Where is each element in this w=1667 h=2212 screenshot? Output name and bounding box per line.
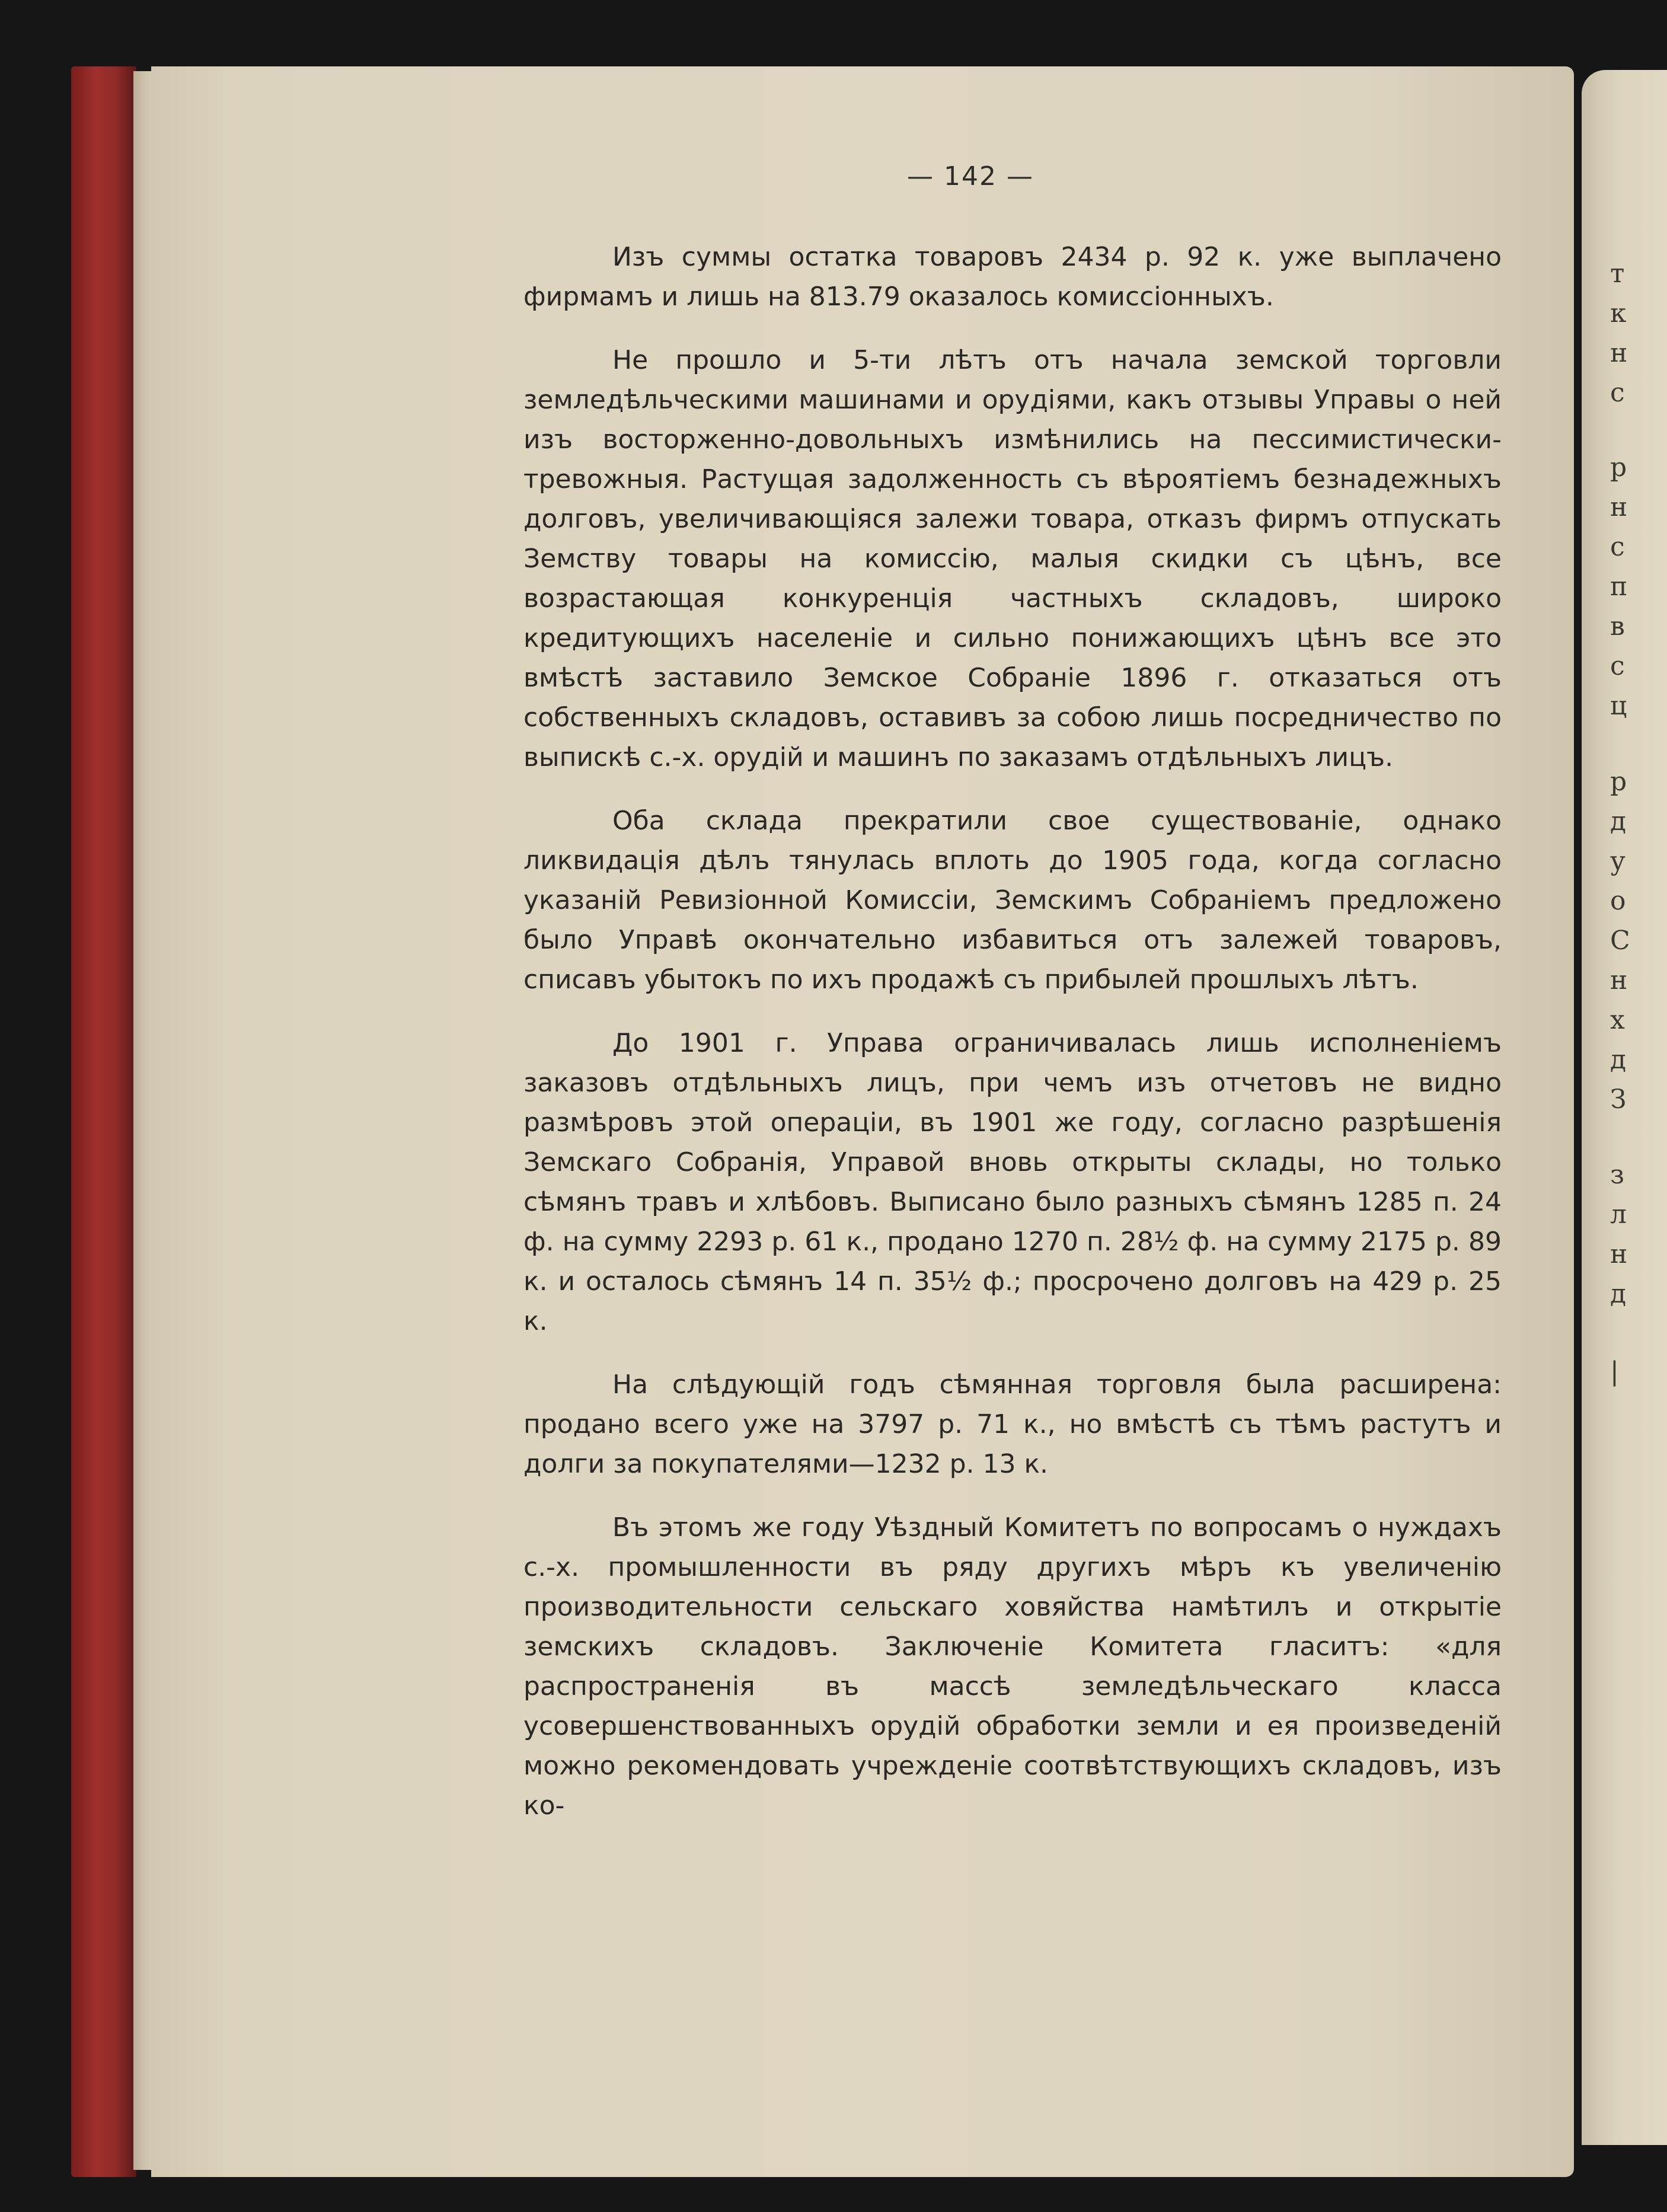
adjacent-page-fragment: д xyxy=(1610,1279,1627,1309)
adjacent-page-edge xyxy=(1582,70,1667,2145)
paragraph: Въ этомъ же году Уѣздный Комитетъ по вопросамъ о нуждахъ с.-х. промышленности въ ряду другихъ мѣръ къ увеличенію производительности сельскаго ховяйства намѣтилъ и открытіе земскихъ складовъ. Заключеніе Комитета гласитъ: «для распространенія въ массѣ земледѣльческаго класса усовершенствованныхъ орудій обработки земли и ея произведеній можно рекомендовать учрежденіе соотвѣтствующихъ складовъ, изъ ко- xyxy=(523,1512,1502,1821)
adjacent-page-fragment: н xyxy=(1610,492,1628,522)
paragraph: Не прошло и 5-ти лѣтъ отъ начала земской торговли земледѣльческими машинами и орудіями, какъ отзывы Управы о ней изъ восторженно-довольныхъ измѣнились на пессимистически-тревожныя. Растущая задолженность съ вѣроятіемъ безнадежныхъ долговъ, увеличивающіяся залежи товара, отказъ фирмъ отпускать Земству товары на комиссію, малыя скидки съ цѣнъ, все возрастающая конкуренція частныхъ складовъ, широко кредитующихъ населеніе и сильно понижающихъ цѣнъ все это вмѣстѣ заставило Земское Собраніе 1896 г. отказаться отъ собственныхъ складовъ, оставивъ за собою лишь посредничество по выпискѣ с.-х. орудій и машинъ по заказамъ отдѣльныхъ лицъ. xyxy=(523,345,1502,773)
adjacent-page-fragment: н xyxy=(1610,965,1628,995)
adjacent-page-fragment: к xyxy=(1610,298,1627,328)
adjacent-page-fragment: н xyxy=(1610,338,1628,368)
adjacent-page-fragment: о xyxy=(1610,886,1626,916)
book-cover-edge xyxy=(71,66,136,2177)
page-body xyxy=(523,237,1502,1849)
adjacent-page-fragment: з xyxy=(1610,1160,1624,1190)
adjacent-page-fragment: н xyxy=(1610,1239,1628,1269)
page-number: — 142 — xyxy=(907,161,1034,191)
paragraph: Оба склада прекратили свое существованіе, однако ликвидація дѣлъ тянулась вплоть до 1905 года, когда согласно указаній Ревизіонной Комиссіи, Земскимъ Собраніемъ предложено было Управѣ окончательно избавиться отъ залежей товаровъ, списавъ убытокъ по ихъ продажѣ съ прибылей прошлыхъ лѣтъ. xyxy=(523,806,1502,995)
adjacent-page-fragment: З xyxy=(1610,1084,1627,1115)
adjacent-page-fragment: | xyxy=(1610,1356,1619,1387)
adjacent-page-fragment: у xyxy=(1610,846,1626,876)
adjacent-page-fragment: д xyxy=(1610,806,1627,837)
adjacent-page-fragment: с xyxy=(1610,378,1625,408)
paragraph: До 1901 г. Управа ограничивалась лишь исполненіемъ заказовъ отдѣльныхъ лицъ, при чемъ изъ отчетовъ не видно размѣровъ этой операціи, въ 1901 же году, согласно разрѣшенія Земскаго Собранія, Управой вновь открыты склады, но только сѣмянъ травъ и хлѣбовъ. Выписано было разныхъ сѣмянъ 1285 п. 24 ф. на сумму 2293 р. 61 к., продано 1270 п. 28½ ф. на сумму 2175 р. 89 к. и осталось сѣмянъ 14 п. 35½ ф.; просрочено долговъ на 429 р. 25 к. xyxy=(523,1028,1502,1336)
adjacent-page-fragment: р xyxy=(1610,767,1627,797)
paragraph: На слѣдующій годъ сѣмянная торговля была расширена: продано всего уже на 3797 р. 71 к., но вмѣстѣ съ тѣмъ растутъ и долги за покупателями—1232 р. 13 к. xyxy=(523,1370,1502,1479)
adjacent-page-fragment: л xyxy=(1610,1199,1627,1230)
adjacent-page-fragment: п xyxy=(1610,572,1628,602)
adjacent-page-fragment: С xyxy=(1610,925,1630,956)
adjacent-page-fragment: х xyxy=(1610,1005,1625,1035)
adjacent-page-fragment: ц xyxy=(1610,691,1627,721)
adjacent-page-fragment: с xyxy=(1610,651,1625,681)
adjacent-page-fragment: р xyxy=(1610,452,1627,483)
adjacent-page-fragment: т xyxy=(1610,258,1625,289)
paragraph: Изъ суммы остатка товаровъ 2434 р. 92 к. уже выплачено фирмамъ и лишь на 813.79 оказалось комиссіонныхъ. xyxy=(523,242,1502,312)
adjacent-page-fragment: д xyxy=(1610,1045,1627,1075)
adjacent-page-fragment: в xyxy=(1610,611,1625,641)
adjacent-page-fragment: с xyxy=(1610,532,1625,562)
